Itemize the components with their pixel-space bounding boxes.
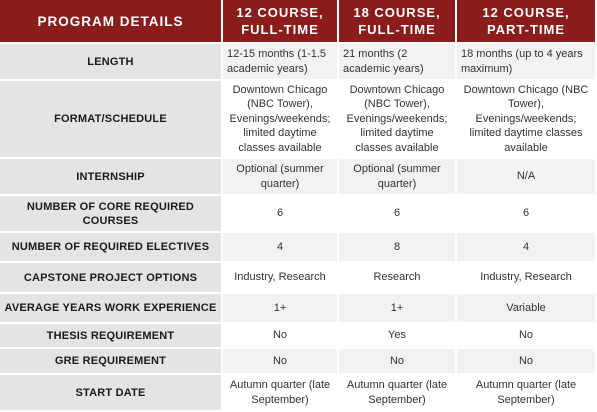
cell-12-part: Industry, Research: [457, 263, 597, 294]
row-label: START DATE: [0, 375, 223, 412]
table-row-thesis: [0, 324, 597, 349]
cell-12-part: No: [457, 349, 597, 375]
program-details-header: PROGRAM DETAILS: [0, 0, 223, 44]
cell-18-full: No: [339, 349, 457, 375]
row-label: NUMBER OF CORE REQUIRED COURSES: [0, 196, 223, 233]
cell-18-full: Research: [339, 263, 457, 294]
column-header-line: PART-TIME: [486, 22, 566, 37]
cell-12-full: No: [223, 349, 339, 375]
cell-12-full: Autumn quarter (late September): [223, 375, 339, 412]
cell-12-part: 6: [457, 196, 597, 233]
cell-18-full: Yes: [339, 324, 457, 349]
cell-18-full: Autumn quarter (late September): [339, 375, 457, 412]
cell-18-full: 1+: [339, 294, 457, 324]
cell-12-full: 12-15 months (1-1.5 academic years): [223, 44, 339, 81]
cell-12-full: 1+: [223, 294, 339, 324]
column-header-18-course-full-time: [339, 0, 457, 44]
table-row-length: [0, 44, 597, 81]
table-row-capstone-options: [0, 263, 597, 294]
table-row-work-experience: [0, 294, 597, 324]
row-label: LENGTH: [0, 44, 223, 81]
row-label: CAPSTONE PROJECT OPTIONS: [0, 263, 223, 294]
column-header-12-course-full-time: [223, 0, 339, 44]
column-header-line: 18 COURSE,: [353, 5, 441, 20]
row-label: NUMBER OF REQUIRED ELECTIVES: [0, 233, 223, 263]
row-label: FORMAT/SCHEDULE: [0, 81, 223, 159]
cell-12-full: 6: [223, 196, 339, 233]
row-label: GRE REQUIREMENT: [0, 349, 223, 375]
cell-18-full: Optional (summer quarter): [339, 159, 457, 196]
cell-12-full: Industry, Research: [223, 263, 339, 294]
cell-12-full: Downtown Chicago (NBC Tower), Evenings/weekends; limited daytime classes available: [223, 81, 339, 159]
cell-12-part: Variable: [457, 294, 597, 324]
cell-18-full: 6: [339, 196, 457, 233]
cell-12-full: 4: [223, 233, 339, 263]
cell-12-full: No: [223, 324, 339, 349]
cell-12-part: Downtown Chicago (NBC Tower), Evenings/weekends; limited daytime classes available: [457, 81, 597, 159]
table-row-gre: [0, 349, 597, 375]
cell-18-full: 8: [339, 233, 457, 263]
table-row-internship: [0, 159, 597, 196]
column-header-line: FULL-TIME: [241, 22, 319, 37]
table-row-core-courses: [0, 196, 597, 233]
cell-18-full: 21 months (2 academic years): [339, 44, 457, 81]
cell-12-full: Optional (summer quarter): [223, 159, 339, 196]
cell-18-full: Downtown Chicago (NBC Tower), Evenings/weekends; limited daytime classes available: [339, 81, 457, 159]
row-label: INTERNSHIP: [0, 159, 223, 196]
cell-12-part: N/A: [457, 159, 597, 196]
table-row-required-electives: [0, 233, 597, 263]
cell-12-part: No: [457, 324, 597, 349]
column-header-line: 12 COURSE,: [236, 5, 324, 20]
table-row-format-schedule: [0, 81, 597, 159]
cell-12-part: 4: [457, 233, 597, 263]
table-header-row: [0, 0, 597, 44]
row-label: AVERAGE YEARS WORK EXPERIENCE: [0, 294, 223, 324]
column-header-line: FULL-TIME: [358, 22, 436, 37]
column-header-line: 12 COURSE,: [482, 5, 570, 20]
cell-12-part: 18 months (up to 4 years maximum): [457, 44, 597, 81]
table-row-start-date: [0, 375, 597, 412]
cell-12-part: Autumn quarter (late September): [457, 375, 597, 412]
row-label: THESIS REQUIREMENT: [0, 324, 223, 349]
column-header-12-course-part-time: [457, 0, 597, 44]
